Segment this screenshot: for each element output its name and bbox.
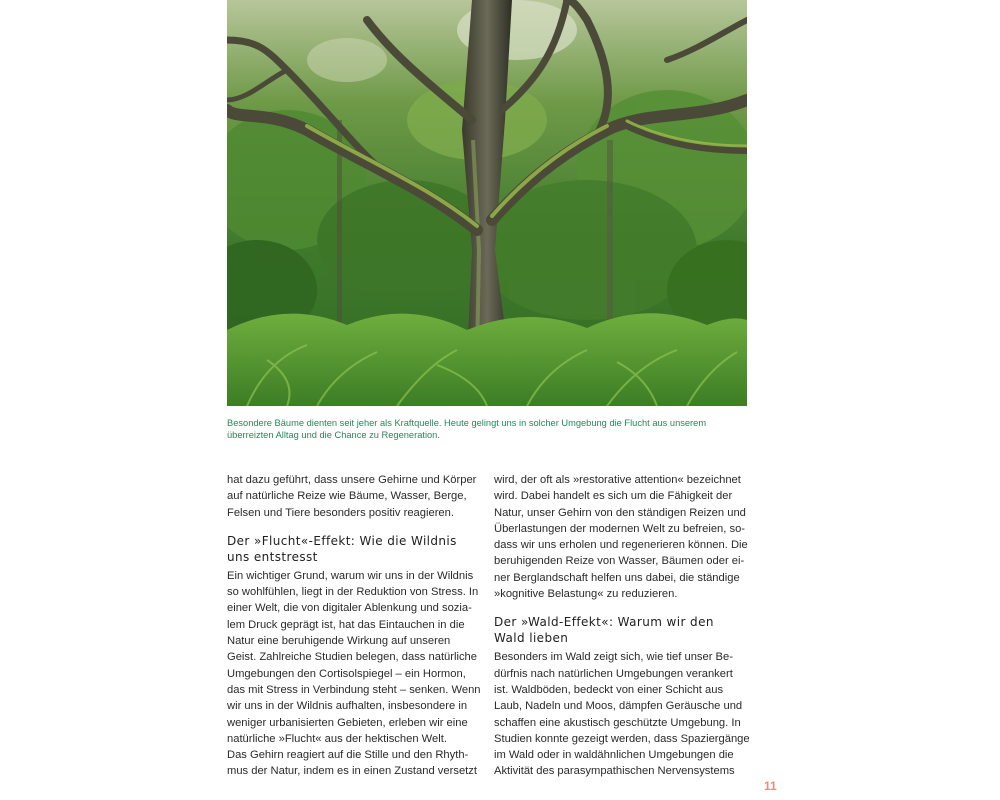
text-line: Das Gehirn reagiert auf die Stille und den Rhyth-: [227, 749, 469, 762]
text-line: Natur, unser Gehirn von den ständigen Reizen und: [494, 506, 746, 519]
text-line: einer Welt, die von digitaler Ablenkung und sozia-: [227, 602, 472, 615]
text-line: schaffen eine akustisch geschützte Umgebung. In: [494, 716, 741, 729]
text-line: lem Druck geprägt ist, hat das Eintauchen in die: [227, 618, 465, 631]
page-number: 11: [764, 779, 777, 793]
text-line: Ein wichtiger Grund, warum wir uns in der Wildnis: [227, 569, 474, 582]
text-line: Umgebungen den Cortisolspiegel – ein Hormon,: [227, 667, 466, 680]
text-line: Felsen und Tiere besonders positiv reagieren.: [227, 506, 454, 519]
text-line: mus der Natur, indem es in einen Zustand versetzt: [227, 765, 477, 778]
text-line: Natur eine beruhigende Wirkung auf unseren: [227, 635, 451, 648]
tree-image: [227, 0, 747, 406]
text-line: Geist. Zahlreiche Studien belegen, dass natürliche: [227, 651, 478, 664]
text-line: wird. Dabei handelt es sich um die Fähigkeit der: [494, 490, 733, 503]
text-line: ist. Waldböden, bedeckt von einer Schicht aus: [494, 683, 724, 696]
caption-line: Besondere Bäume dienten seit jeher als Kraftquelle. Heute gelingt uns in solcher Umgebung die Flucht aus unserem: [227, 418, 707, 428]
text-line: Aktivität des parasympathischen Nervensystems: [494, 765, 735, 778]
caption-line: überreizten Alltag und die Chance zu Regeneration.: [227, 430, 440, 440]
heading-line: Der »Flucht«-Effekt: Wie die Wildnis: [227, 533, 457, 548]
text-line: Besonders im Wald zeigt sich, wie tief unser Be-: [494, 651, 733, 664]
right-column: [494, 472, 750, 780]
text-line: Studien konnte gezeigt werden, dass Spaziergänge: [494, 732, 750, 745]
text-line: Überlastungen der modernen Welt zu befreien, so-: [494, 522, 746, 535]
text-line: »kognitive Belastung« zu reduzieren.: [494, 588, 678, 601]
text-line: hat dazu geführt, dass unsere Gehirne und Körper: [227, 474, 477, 486]
text-line: dass wir uns erholen und regenerieren können. Die: [494, 539, 748, 552]
photo-caption: [227, 417, 747, 441]
text-line: weniger urbanisierten Gebieten, erleben wir eine: [227, 716, 468, 729]
section-heading-wald: [494, 614, 742, 646]
text-line: auf natürliche Reize wie Bäume, Wasser, Berge,: [227, 490, 467, 503]
text-line: ner Berglandschaft helfen uns dabei, die ständige: [494, 571, 740, 584]
text-line: so wohlfühlen, liegt in der Reduktion von Stress. In: [227, 586, 479, 599]
text-line: Laub, Nadeln und Moos, dämpfen Geräusche und: [494, 700, 743, 713]
text-line: dürfnis nach natürlichen Umgebungen verankert: [494, 667, 733, 680]
text-line: wird, der oft als »restorative attention« bezeichnet: [494, 474, 741, 486]
text-line: natürliche »Flucht« aus der hektischen Welt.: [227, 732, 447, 745]
text-line: beruhigenden Reize von Wasser, Bäumen oder ei-: [494, 555, 745, 568]
left-column: [227, 472, 481, 780]
section-heading-flucht: [227, 533, 475, 565]
text-line: im Wald oder in waldähnlichen Umgebungen die: [494, 749, 734, 762]
heading-line: Der »Wald-Effekt«: Warum wir den: [494, 615, 714, 630]
heading-line: Wald lieben: [494, 631, 569, 646]
forest-oak-photo: [227, 0, 747, 406]
text-line: wir uns in der Wildnis aufhalten, insbesondere in: [227, 700, 468, 713]
text-line: das mit Stress in Verbindung steht – senken. Wenn: [227, 683, 481, 696]
heading-line: uns entstresst: [227, 549, 318, 564]
